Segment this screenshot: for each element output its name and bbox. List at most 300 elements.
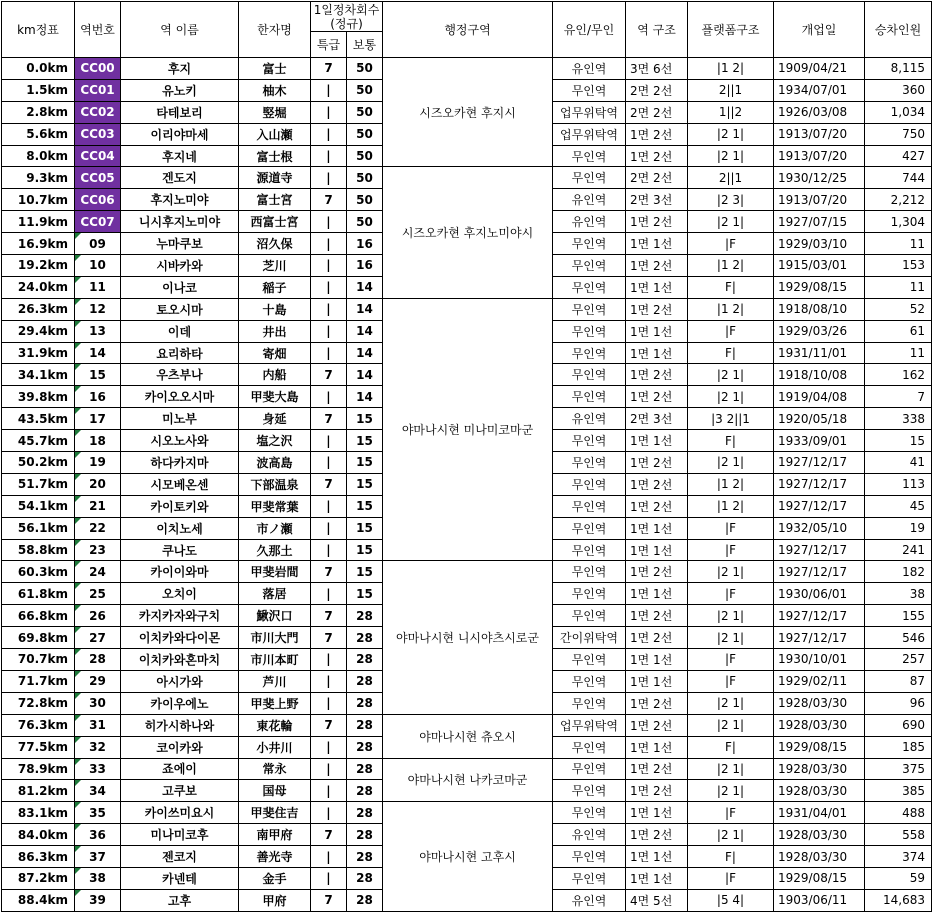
passengers-cell[interactable]: 113 bbox=[865, 473, 932, 495]
staffed-cell[interactable]: 무인역 bbox=[553, 495, 626, 517]
hanja-cell[interactable]: 市ノ瀬 bbox=[239, 517, 311, 539]
normal-stops-cell[interactable]: 28 bbox=[347, 605, 383, 627]
station-name-cell[interactable]: 이데 bbox=[121, 320, 239, 342]
platform-cell[interactable]: F| bbox=[688, 846, 774, 868]
opened-date-cell[interactable]: 1928/03/30 bbox=[774, 758, 865, 780]
structure-cell[interactable]: 1면 1선 bbox=[626, 867, 688, 889]
km-cell[interactable]: 10.7km bbox=[2, 189, 75, 211]
structure-cell[interactable]: 4면 5선 bbox=[626, 889, 688, 911]
station-name-cell[interactable]: 겐도지 bbox=[121, 167, 239, 189]
station-name-cell[interactable]: 후지 bbox=[121, 58, 239, 80]
staffed-cell[interactable]: 무인역 bbox=[553, 276, 626, 298]
station-code-cell[interactable]: 15 bbox=[75, 364, 121, 386]
km-cell[interactable]: 60.3km bbox=[2, 561, 75, 583]
hanja-cell[interactable]: 源道寺 bbox=[239, 167, 311, 189]
station-code-cell[interactable]: 17 bbox=[75, 408, 121, 430]
express-stops-cell[interactable]: | bbox=[311, 320, 347, 342]
structure-cell[interactable]: 1면 2선 bbox=[626, 605, 688, 627]
station-code-cell[interactable]: 12 bbox=[75, 298, 121, 320]
station-name-cell[interactable]: 고후 bbox=[121, 889, 239, 911]
platform-cell[interactable]: |F bbox=[688, 583, 774, 605]
normal-stops-cell[interactable]: 28 bbox=[347, 846, 383, 868]
structure-cell[interactable]: 1면 2선 bbox=[626, 298, 688, 320]
header-express[interactable]: 특급 bbox=[311, 32, 347, 58]
station-name-cell[interactable]: 미나미코후 bbox=[121, 824, 239, 846]
hanja-cell[interactable]: 甲斐上野 bbox=[239, 692, 311, 714]
opened-date-cell[interactable]: 1932/05/10 bbox=[774, 517, 865, 539]
km-cell[interactable]: 11.9km bbox=[2, 211, 75, 233]
hanja-cell[interactable]: 竪堀 bbox=[239, 101, 311, 123]
express-stops-cell[interactable]: | bbox=[311, 79, 347, 101]
express-stops-cell[interactable]: | bbox=[311, 101, 347, 123]
staffed-cell[interactable]: 유인역 bbox=[553, 189, 626, 211]
structure-cell[interactable]: 1면 2선 bbox=[626, 627, 688, 649]
express-stops-cell[interactable]: | bbox=[311, 867, 347, 889]
station-code-cell[interactable]: 25 bbox=[75, 583, 121, 605]
passengers-cell[interactable]: 19 bbox=[865, 517, 932, 539]
passengers-cell[interactable]: 488 bbox=[865, 802, 932, 824]
opened-date-cell[interactable]: 1918/08/10 bbox=[774, 298, 865, 320]
structure-cell[interactable]: 1면 1선 bbox=[626, 846, 688, 868]
platform-cell[interactable]: |2 1| bbox=[688, 364, 774, 386]
station-code-cell[interactable]: 14 bbox=[75, 342, 121, 364]
opened-date-cell[interactable]: 1931/11/01 bbox=[774, 342, 865, 364]
staffed-cell[interactable]: 업무위탁역 bbox=[553, 101, 626, 123]
structure-cell[interactable]: 1면 2선 bbox=[626, 780, 688, 802]
passengers-cell[interactable]: 690 bbox=[865, 714, 932, 736]
station-code-cell[interactable]: 27 bbox=[75, 627, 121, 649]
platform-cell[interactable]: |2 1| bbox=[688, 145, 774, 167]
km-cell[interactable]: 24.0km bbox=[2, 276, 75, 298]
station-name-cell[interactable]: 시모베온센 bbox=[121, 473, 239, 495]
express-stops-cell[interactable]: 7 bbox=[311, 408, 347, 430]
header-code[interactable]: 역번호 bbox=[75, 2, 121, 58]
platform-cell[interactable]: |1 2| bbox=[688, 473, 774, 495]
structure-cell[interactable]: 2면 3선 bbox=[626, 189, 688, 211]
opened-date-cell[interactable]: 1913/07/20 bbox=[774, 145, 865, 167]
normal-stops-cell[interactable]: 15 bbox=[347, 517, 383, 539]
header-normal[interactable]: 보통 bbox=[347, 32, 383, 58]
hanja-cell[interactable]: 塩之沢 bbox=[239, 430, 311, 452]
structure-cell[interactable]: 1면 2선 bbox=[626, 364, 688, 386]
staffed-cell[interactable]: 무인역 bbox=[553, 320, 626, 342]
km-cell[interactable]: 70.7km bbox=[2, 649, 75, 671]
header-km[interactable]: km정표 bbox=[2, 2, 75, 58]
staffed-cell[interactable]: 무인역 bbox=[553, 386, 626, 408]
hanja-cell[interactable]: 市川大門 bbox=[239, 627, 311, 649]
station-code-cell[interactable]: 36 bbox=[75, 824, 121, 846]
station-name-cell[interactable]: 하다카지마 bbox=[121, 452, 239, 474]
header-structure[interactable]: 역 구조 bbox=[626, 2, 688, 58]
km-cell[interactable]: 84.0km bbox=[2, 824, 75, 846]
normal-stops-cell[interactable]: 15 bbox=[347, 495, 383, 517]
platform-cell[interactable]: |1 2| bbox=[688, 255, 774, 277]
structure-cell[interactable]: 1면 2선 bbox=[626, 386, 688, 408]
staffed-cell[interactable]: 업무위탁역 bbox=[553, 123, 626, 145]
km-cell[interactable]: 56.1km bbox=[2, 517, 75, 539]
passengers-cell[interactable]: 52 bbox=[865, 298, 932, 320]
station-code-cell[interactable]: CC00 bbox=[75, 58, 121, 80]
region-cell[interactable]: 야마나시현 나카코마군 bbox=[383, 758, 553, 802]
express-stops-cell[interactable]: | bbox=[311, 123, 347, 145]
passengers-cell[interactable]: 41 bbox=[865, 452, 932, 474]
opened-date-cell[interactable]: 1927/12/17 bbox=[774, 561, 865, 583]
platform-cell[interactable]: |F bbox=[688, 670, 774, 692]
normal-stops-cell[interactable]: 50 bbox=[347, 189, 383, 211]
express-stops-cell[interactable]: 7 bbox=[311, 189, 347, 211]
opened-date-cell[interactable]: 1930/12/25 bbox=[774, 167, 865, 189]
structure-cell[interactable]: 1면 2선 bbox=[626, 714, 688, 736]
station-code-cell[interactable]: 38 bbox=[75, 867, 121, 889]
structure-cell[interactable]: 1면 2선 bbox=[626, 255, 688, 277]
platform-cell[interactable]: |2 1| bbox=[688, 605, 774, 627]
station-name-cell[interactable]: 오치이 bbox=[121, 583, 239, 605]
express-stops-cell[interactable]: 7 bbox=[311, 364, 347, 386]
structure-cell[interactable]: 1면 1선 bbox=[626, 342, 688, 364]
express-stops-cell[interactable]: | bbox=[311, 517, 347, 539]
opened-date-cell[interactable]: 1903/06/11 bbox=[774, 889, 865, 911]
hanja-cell[interactable]: 波高島 bbox=[239, 452, 311, 474]
passengers-cell[interactable]: 750 bbox=[865, 123, 932, 145]
opened-date-cell[interactable]: 1928/03/30 bbox=[774, 780, 865, 802]
opened-date-cell[interactable]: 1913/07/20 bbox=[774, 123, 865, 145]
station-code-cell[interactable]: 29 bbox=[75, 670, 121, 692]
hanja-cell[interactable]: 甲斐大島 bbox=[239, 386, 311, 408]
staffed-cell[interactable]: 무인역 bbox=[553, 364, 626, 386]
station-code-cell[interactable]: 31 bbox=[75, 714, 121, 736]
hanja-cell[interactable]: 身延 bbox=[239, 408, 311, 430]
opened-date-cell[interactable]: 1919/04/08 bbox=[774, 386, 865, 408]
station-code-cell[interactable]: CC03 bbox=[75, 123, 121, 145]
opened-date-cell[interactable]: 1930/10/01 bbox=[774, 649, 865, 671]
express-stops-cell[interactable]: | bbox=[311, 145, 347, 167]
staffed-cell[interactable]: 유인역 bbox=[553, 58, 626, 80]
express-stops-cell[interactable]: | bbox=[311, 298, 347, 320]
station-code-cell[interactable]: 22 bbox=[75, 517, 121, 539]
normal-stops-cell[interactable]: 14 bbox=[347, 386, 383, 408]
staffed-cell[interactable]: 무인역 bbox=[553, 473, 626, 495]
structure-cell[interactable]: 2면 2선 bbox=[626, 79, 688, 101]
normal-stops-cell[interactable]: 28 bbox=[347, 889, 383, 911]
express-stops-cell[interactable]: | bbox=[311, 386, 347, 408]
staffed-cell[interactable]: 무인역 bbox=[553, 802, 626, 824]
km-cell[interactable]: 69.8km bbox=[2, 627, 75, 649]
platform-cell[interactable]: |1 2| bbox=[688, 58, 774, 80]
opened-date-cell[interactable]: 1915/03/01 bbox=[774, 255, 865, 277]
platform-cell[interactable]: |F bbox=[688, 867, 774, 889]
express-stops-cell[interactable]: 7 bbox=[311, 58, 347, 80]
passengers-cell[interactable]: 241 bbox=[865, 539, 932, 561]
express-stops-cell[interactable]: 7 bbox=[311, 627, 347, 649]
header-passengers[interactable]: 승차인원 bbox=[865, 2, 932, 58]
opened-date-cell[interactable]: 1928/03/30 bbox=[774, 824, 865, 846]
express-stops-cell[interactable]: 7 bbox=[311, 561, 347, 583]
structure-cell[interactable]: 1면 2선 bbox=[626, 123, 688, 145]
staffed-cell[interactable]: 무인역 bbox=[553, 452, 626, 474]
km-cell[interactable]: 61.8km bbox=[2, 583, 75, 605]
structure-cell[interactable]: 1면 2선 bbox=[626, 473, 688, 495]
km-cell[interactable]: 16.9km bbox=[2, 233, 75, 255]
normal-stops-cell[interactable]: 16 bbox=[347, 233, 383, 255]
staffed-cell[interactable]: 무인역 bbox=[553, 649, 626, 671]
region-cell[interactable]: 야마나시현 고후시 bbox=[383, 802, 553, 911]
normal-stops-cell[interactable]: 50 bbox=[347, 211, 383, 233]
platform-cell[interactable]: |2 1| bbox=[688, 627, 774, 649]
express-stops-cell[interactable]: | bbox=[311, 495, 347, 517]
km-cell[interactable]: 31.9km bbox=[2, 342, 75, 364]
hanja-cell[interactable]: 久那土 bbox=[239, 539, 311, 561]
station-name-cell[interactable]: 니시후지노미야 bbox=[121, 211, 239, 233]
normal-stops-cell[interactable]: 28 bbox=[347, 627, 383, 649]
express-stops-cell[interactable]: | bbox=[311, 780, 347, 802]
station-code-cell[interactable]: 37 bbox=[75, 846, 121, 868]
platform-cell[interactable]: |F bbox=[688, 517, 774, 539]
hanja-cell[interactable]: 東花輪 bbox=[239, 714, 311, 736]
station-name-cell[interactable]: 카이토키와 bbox=[121, 495, 239, 517]
header-daily-stops[interactable]: 1일정차회수 (정규) bbox=[311, 2, 383, 32]
staffed-cell[interactable]: 유인역 bbox=[553, 211, 626, 233]
structure-cell[interactable]: 1면 1선 bbox=[626, 430, 688, 452]
staffed-cell[interactable]: 무인역 bbox=[553, 255, 626, 277]
station-code-cell[interactable]: 19 bbox=[75, 452, 121, 474]
opened-date-cell[interactable]: 1927/12/17 bbox=[774, 539, 865, 561]
normal-stops-cell[interactable]: 28 bbox=[347, 824, 383, 846]
staffed-cell[interactable]: 유인역 bbox=[553, 824, 626, 846]
passengers-cell[interactable]: 155 bbox=[865, 605, 932, 627]
km-cell[interactable]: 29.4km bbox=[2, 320, 75, 342]
passengers-cell[interactable]: 338 bbox=[865, 408, 932, 430]
structure-cell[interactable]: 1면 2선 bbox=[626, 495, 688, 517]
hanja-cell[interactable]: 富士 bbox=[239, 58, 311, 80]
normal-stops-cell[interactable]: 14 bbox=[347, 276, 383, 298]
express-stops-cell[interactable]: | bbox=[311, 211, 347, 233]
passengers-cell[interactable]: 546 bbox=[865, 627, 932, 649]
station-name-cell[interactable]: 후지네 bbox=[121, 145, 239, 167]
station-code-cell[interactable]: 28 bbox=[75, 649, 121, 671]
express-stops-cell[interactable]: | bbox=[311, 583, 347, 605]
station-code-cell[interactable]: 30 bbox=[75, 692, 121, 714]
station-name-cell[interactable]: 카이오오시마 bbox=[121, 386, 239, 408]
express-stops-cell[interactable]: | bbox=[311, 649, 347, 671]
hanja-cell[interactable]: 沼久保 bbox=[239, 233, 311, 255]
station-name-cell[interactable]: 코이카와 bbox=[121, 736, 239, 758]
km-cell[interactable]: 83.1km bbox=[2, 802, 75, 824]
staffed-cell[interactable]: 무인역 bbox=[553, 517, 626, 539]
platform-cell[interactable]: F| bbox=[688, 430, 774, 452]
hanja-cell[interactable]: 善光寺 bbox=[239, 846, 311, 868]
hanja-cell[interactable]: 金手 bbox=[239, 867, 311, 889]
structure-cell[interactable]: 2면 3선 bbox=[626, 408, 688, 430]
km-cell[interactable]: 87.2km bbox=[2, 867, 75, 889]
station-code-cell[interactable]: 18 bbox=[75, 430, 121, 452]
opened-date-cell[interactable]: 1913/07/20 bbox=[774, 189, 865, 211]
hanja-cell[interactable]: 甲斐常葉 bbox=[239, 495, 311, 517]
station-code-cell[interactable]: 09 bbox=[75, 233, 121, 255]
normal-stops-cell[interactable]: 14 bbox=[347, 320, 383, 342]
express-stops-cell[interactable]: 7 bbox=[311, 605, 347, 627]
express-stops-cell[interactable]: 7 bbox=[311, 824, 347, 846]
passengers-cell[interactable]: 427 bbox=[865, 145, 932, 167]
station-name-cell[interactable]: 유노키 bbox=[121, 79, 239, 101]
hanja-cell[interactable]: 常永 bbox=[239, 758, 311, 780]
station-code-cell[interactable]: 11 bbox=[75, 276, 121, 298]
platform-cell[interactable]: |F bbox=[688, 233, 774, 255]
km-cell[interactable]: 66.8km bbox=[2, 605, 75, 627]
normal-stops-cell[interactable]: 16 bbox=[347, 255, 383, 277]
platform-cell[interactable]: |2 1| bbox=[688, 780, 774, 802]
express-stops-cell[interactable]: | bbox=[311, 255, 347, 277]
normal-stops-cell[interactable]: 50 bbox=[347, 58, 383, 80]
station-code-cell[interactable]: CC06 bbox=[75, 189, 121, 211]
staffed-cell[interactable]: 무인역 bbox=[553, 298, 626, 320]
km-cell[interactable]: 34.1km bbox=[2, 364, 75, 386]
hanja-cell[interactable]: 稲子 bbox=[239, 276, 311, 298]
staffed-cell[interactable]: 무인역 bbox=[553, 145, 626, 167]
km-cell[interactable]: 77.5km bbox=[2, 736, 75, 758]
station-code-cell[interactable]: 20 bbox=[75, 473, 121, 495]
km-cell[interactable]: 81.2km bbox=[2, 780, 75, 802]
km-cell[interactable]: 43.5km bbox=[2, 408, 75, 430]
structure-cell[interactable]: 1면 1선 bbox=[626, 649, 688, 671]
hanja-cell[interactable]: 甲斐住吉 bbox=[239, 802, 311, 824]
express-stops-cell[interactable]: 7 bbox=[311, 714, 347, 736]
opened-date-cell[interactable]: 1928/03/30 bbox=[774, 714, 865, 736]
structure-cell[interactable]: 1면 2선 bbox=[626, 758, 688, 780]
normal-stops-cell[interactable]: 28 bbox=[347, 780, 383, 802]
station-name-cell[interactable]: 아시가와 bbox=[121, 670, 239, 692]
station-name-cell[interactable]: 시오노사와 bbox=[121, 430, 239, 452]
platform-cell[interactable]: |F bbox=[688, 802, 774, 824]
opened-date-cell[interactable]: 1918/10/08 bbox=[774, 364, 865, 386]
passengers-cell[interactable]: 45 bbox=[865, 495, 932, 517]
normal-stops-cell[interactable]: 15 bbox=[347, 430, 383, 452]
normal-stops-cell[interactable]: 15 bbox=[347, 561, 383, 583]
km-cell[interactable]: 71.7km bbox=[2, 670, 75, 692]
km-cell[interactable]: 19.2km bbox=[2, 255, 75, 277]
opened-date-cell[interactable]: 1927/07/15 bbox=[774, 211, 865, 233]
opened-date-cell[interactable]: 1928/03/30 bbox=[774, 692, 865, 714]
station-code-cell[interactable]: CC01 bbox=[75, 79, 121, 101]
station-code-cell[interactable]: 24 bbox=[75, 561, 121, 583]
header-opened[interactable]: 개업일 bbox=[774, 2, 865, 58]
passengers-cell[interactable]: 375 bbox=[865, 758, 932, 780]
platform-cell[interactable]: 2||1 bbox=[688, 167, 774, 189]
passengers-cell[interactable]: 1,304 bbox=[865, 211, 932, 233]
normal-stops-cell[interactable]: 50 bbox=[347, 79, 383, 101]
station-name-cell[interactable]: 토오시마 bbox=[121, 298, 239, 320]
region-cell[interactable]: 시즈오카현 후지노미야시 bbox=[383, 167, 553, 298]
km-cell[interactable]: 9.3km bbox=[2, 167, 75, 189]
normal-stops-cell[interactable]: 15 bbox=[347, 583, 383, 605]
normal-stops-cell[interactable]: 50 bbox=[347, 123, 383, 145]
opened-date-cell[interactable]: 1927/12/17 bbox=[774, 627, 865, 649]
hanja-cell[interactable]: 西富士宮 bbox=[239, 211, 311, 233]
opened-date-cell[interactable]: 1929/08/15 bbox=[774, 867, 865, 889]
passengers-cell[interactable]: 8,115 bbox=[865, 58, 932, 80]
passengers-cell[interactable]: 182 bbox=[865, 561, 932, 583]
staffed-cell[interactable]: 무인역 bbox=[553, 561, 626, 583]
normal-stops-cell[interactable]: 50 bbox=[347, 145, 383, 167]
station-name-cell[interactable]: 카지카자와구치 bbox=[121, 605, 239, 627]
km-cell[interactable]: 51.7km bbox=[2, 473, 75, 495]
station-code-cell[interactable]: CC04 bbox=[75, 145, 121, 167]
hanja-cell[interactable]: 十島 bbox=[239, 298, 311, 320]
opened-date-cell[interactable]: 1927/12/17 bbox=[774, 605, 865, 627]
station-code-cell[interactable]: 39 bbox=[75, 889, 121, 911]
station-name-cell[interactable]: 젠코지 bbox=[121, 846, 239, 868]
station-code-cell[interactable]: 13 bbox=[75, 320, 121, 342]
opened-date-cell[interactable]: 1933/09/01 bbox=[774, 430, 865, 452]
hanja-cell[interactable]: 富士根 bbox=[239, 145, 311, 167]
km-cell[interactable]: 58.8km bbox=[2, 539, 75, 561]
platform-cell[interactable]: 1||2 bbox=[688, 101, 774, 123]
structure-cell[interactable]: 1면 2선 bbox=[626, 824, 688, 846]
passengers-cell[interactable]: 11 bbox=[865, 276, 932, 298]
passengers-cell[interactable]: 61 bbox=[865, 320, 932, 342]
passengers-cell[interactable]: 11 bbox=[865, 233, 932, 255]
station-name-cell[interactable]: 죠에이 bbox=[121, 758, 239, 780]
express-stops-cell[interactable]: | bbox=[311, 846, 347, 868]
opened-date-cell[interactable]: 1920/05/18 bbox=[774, 408, 865, 430]
express-stops-cell[interactable]: | bbox=[311, 692, 347, 714]
hanja-cell[interactable]: 下部温泉 bbox=[239, 473, 311, 495]
platform-cell[interactable]: 2||1 bbox=[688, 79, 774, 101]
structure-cell[interactable]: 1면 2선 bbox=[626, 452, 688, 474]
station-name-cell[interactable]: 카이우에노 bbox=[121, 692, 239, 714]
structure-cell[interactable]: 1면 1선 bbox=[626, 233, 688, 255]
platform-cell[interactable]: F| bbox=[688, 276, 774, 298]
staffed-cell[interactable]: 무인역 bbox=[553, 233, 626, 255]
opened-date-cell[interactable]: 1929/02/11 bbox=[774, 670, 865, 692]
km-cell[interactable]: 0.0km bbox=[2, 58, 75, 80]
express-stops-cell[interactable]: | bbox=[311, 670, 347, 692]
normal-stops-cell[interactable]: 15 bbox=[347, 452, 383, 474]
normal-stops-cell[interactable]: 50 bbox=[347, 167, 383, 189]
express-stops-cell[interactable]: | bbox=[311, 430, 347, 452]
staffed-cell[interactable]: 무인역 bbox=[553, 846, 626, 868]
express-stops-cell[interactable]: 7 bbox=[311, 889, 347, 911]
header-platform[interactable]: 플랫폼구조 bbox=[688, 2, 774, 58]
station-name-cell[interactable]: 이치카와혼마치 bbox=[121, 649, 239, 671]
express-stops-cell[interactable]: | bbox=[311, 276, 347, 298]
passengers-cell[interactable]: 185 bbox=[865, 736, 932, 758]
station-name-cell[interactable]: 요리하타 bbox=[121, 342, 239, 364]
normal-stops-cell[interactable]: 28 bbox=[347, 714, 383, 736]
platform-cell[interactable]: |F bbox=[688, 539, 774, 561]
normal-stops-cell[interactable]: 28 bbox=[347, 758, 383, 780]
opened-date-cell[interactable]: 1927/12/17 bbox=[774, 473, 865, 495]
opened-date-cell[interactable]: 1929/03/26 bbox=[774, 320, 865, 342]
km-cell[interactable]: 88.4km bbox=[2, 889, 75, 911]
passengers-cell[interactable]: 38 bbox=[865, 583, 932, 605]
staffed-cell[interactable]: 유인역 bbox=[553, 408, 626, 430]
platform-cell[interactable]: F| bbox=[688, 342, 774, 364]
station-code-cell[interactable]: 21 bbox=[75, 495, 121, 517]
passengers-cell[interactable]: 153 bbox=[865, 255, 932, 277]
header-name[interactable]: 역 이름 bbox=[121, 2, 239, 58]
hanja-cell[interactable]: 芝川 bbox=[239, 255, 311, 277]
station-code-cell[interactable]: 34 bbox=[75, 780, 121, 802]
hanja-cell[interactable]: 国母 bbox=[239, 780, 311, 802]
station-name-cell[interactable]: 카이쓰미요시 bbox=[121, 802, 239, 824]
passengers-cell[interactable]: 87 bbox=[865, 670, 932, 692]
staffed-cell[interactable]: 무인역 bbox=[553, 583, 626, 605]
km-cell[interactable]: 39.8km bbox=[2, 386, 75, 408]
platform-cell[interactable]: |2 1| bbox=[688, 123, 774, 145]
platform-cell[interactable]: |2 3| bbox=[688, 189, 774, 211]
station-code-cell[interactable]: 16 bbox=[75, 386, 121, 408]
structure-cell[interactable]: 1면 1선 bbox=[626, 583, 688, 605]
